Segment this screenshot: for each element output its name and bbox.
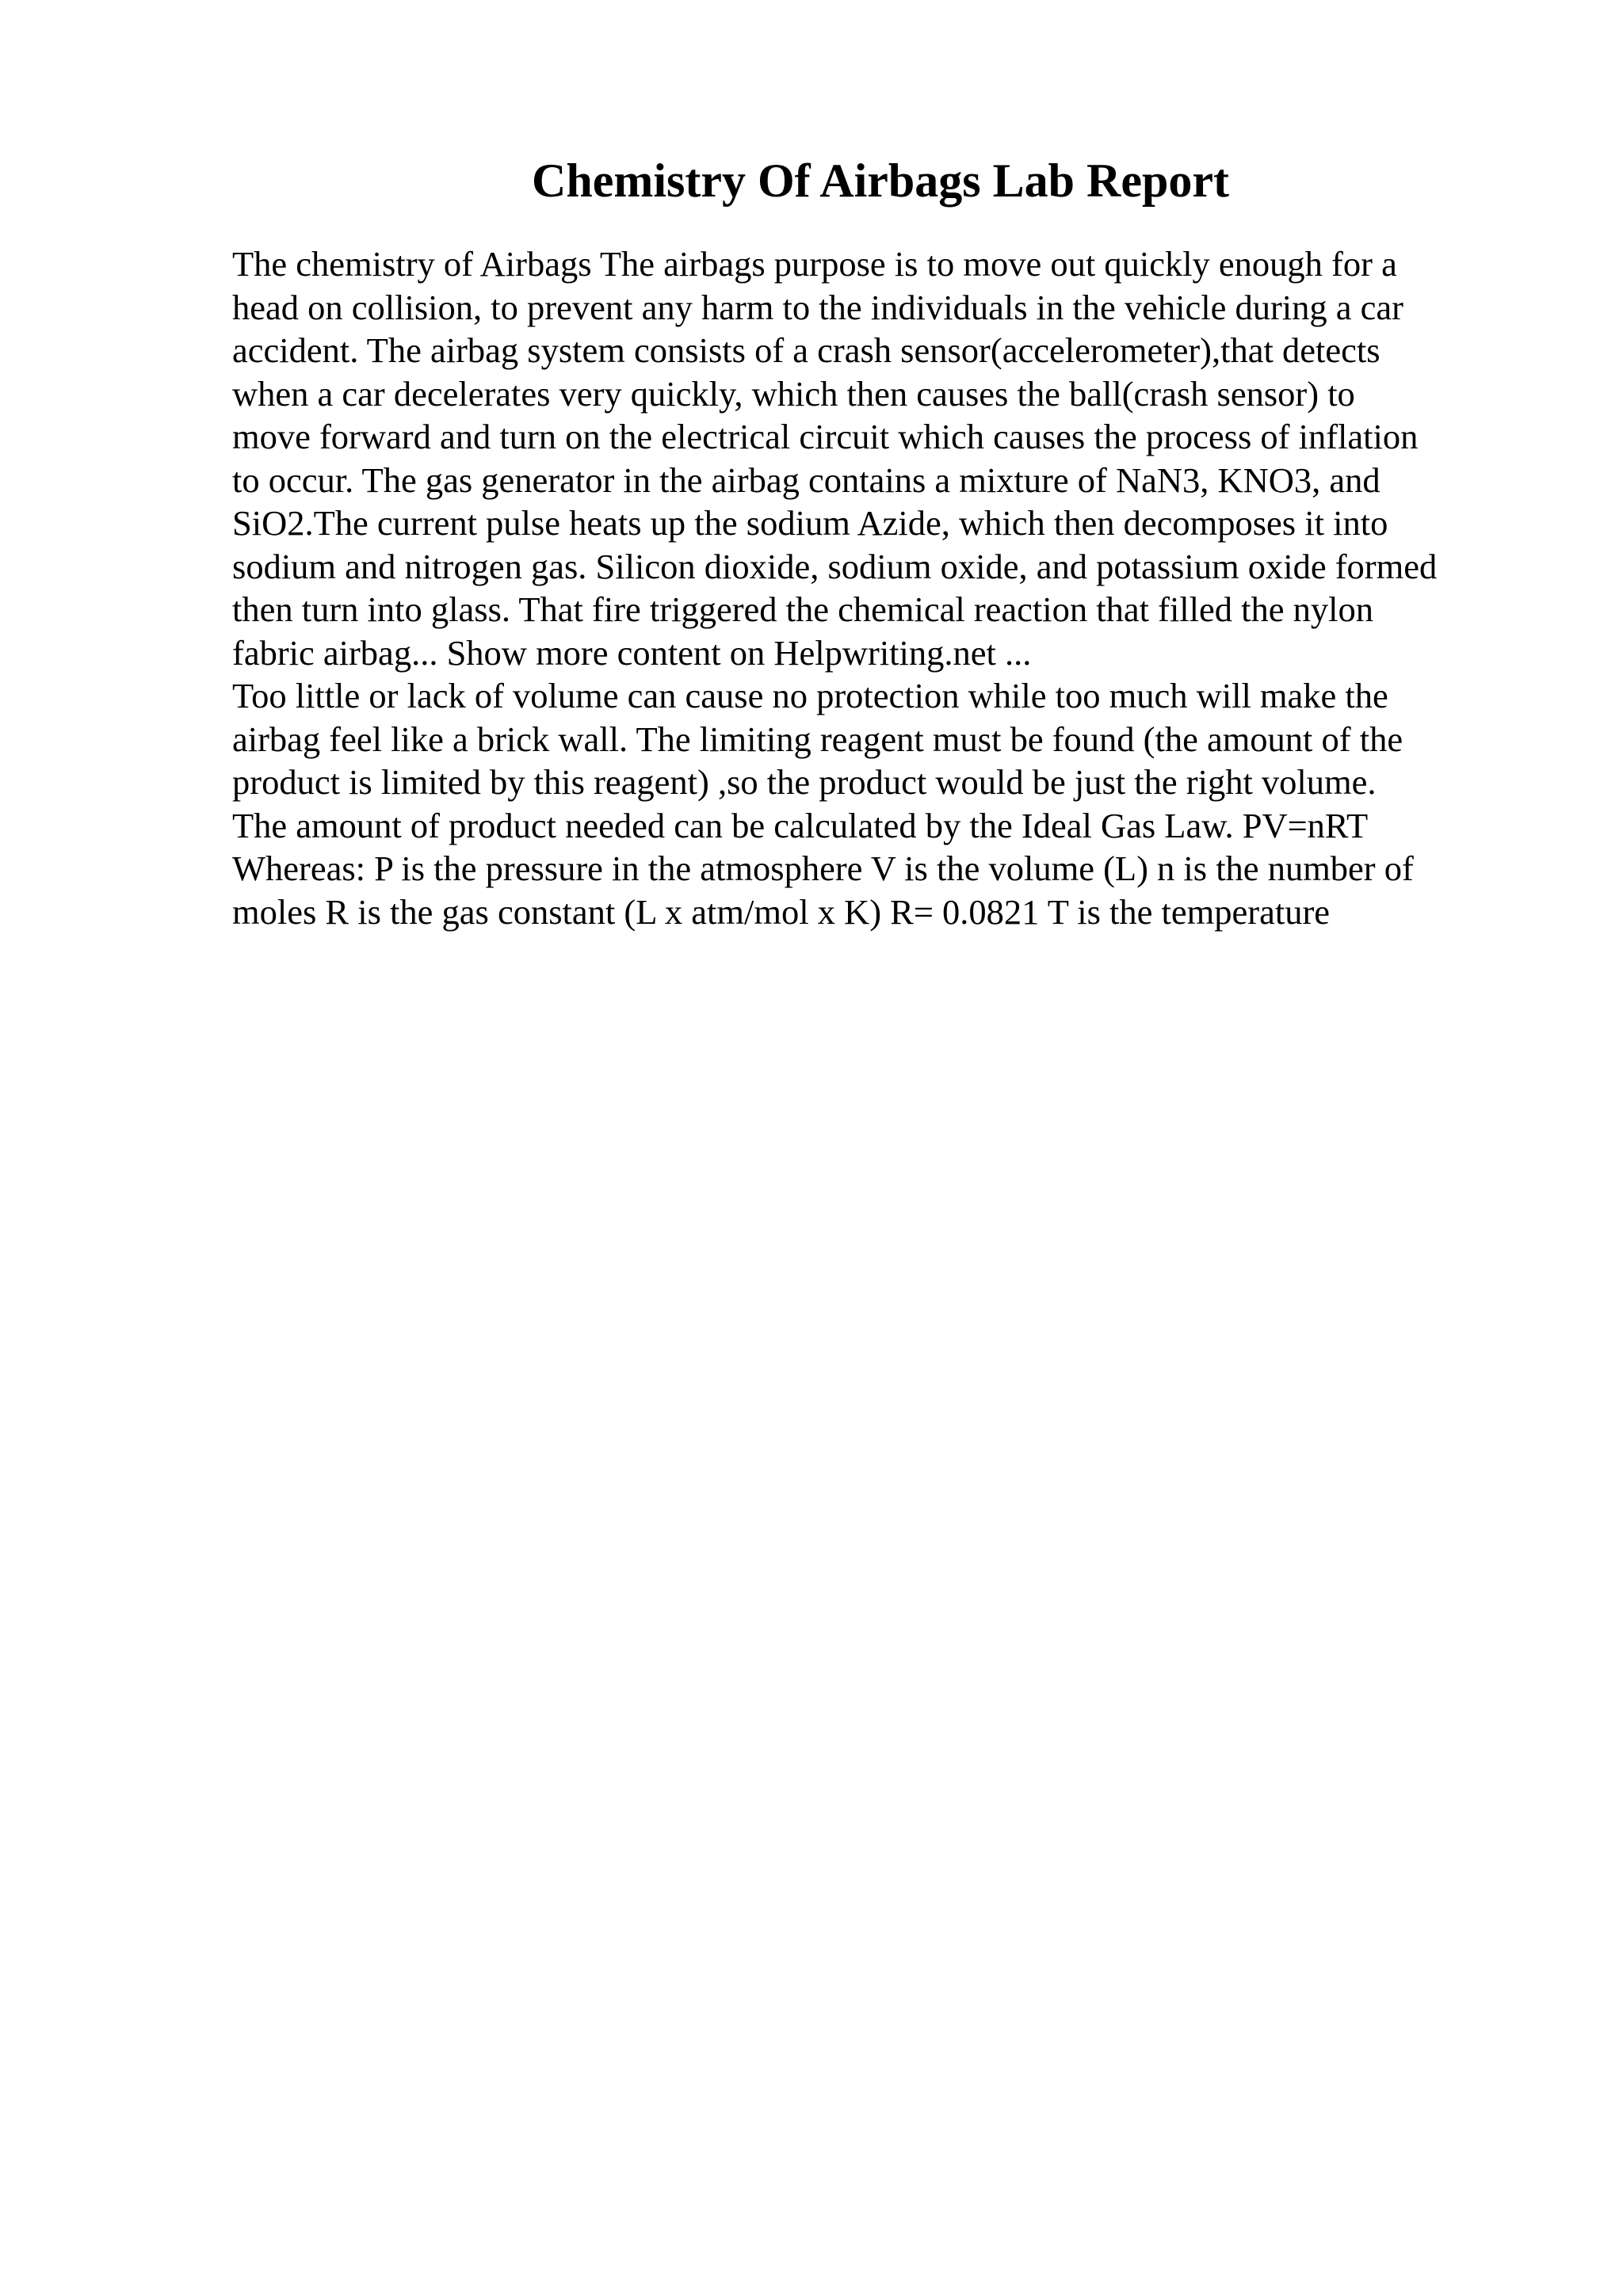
text-line: airbag feel like a brick wall. The limiting reagent must be found (the amount of the	[232, 719, 1403, 759]
text-line: The chemistry of Airbags The airbags purpose is to move out quickly enough for a	[232, 244, 1397, 284]
text-line: product is limited by this reagent) ,so the product would be just the right volume.	[232, 762, 1377, 802]
text-line: when a car decelerates very quickly, which then causes the ball(crash sensor) to	[232, 373, 1355, 414]
paragraph-1	[232, 242, 1579, 674]
text-line: fabric airbag... Show more content on Helpwriting.net ...	[232, 632, 1032, 673]
text-line: Whereas: P is the pressure in the atmosphere V is the volume (L) n is the number of	[232, 849, 1414, 888]
text-line: SiO2.The current pulse heats up the sodium Azide, which then decomposes it into	[232, 503, 1388, 543]
text-line: Too little or lack of volume can cause no protection while too much will make the	[232, 676, 1388, 715]
text-line: accident. The airbag system consists of a crash sensor(accelerometer),that detects	[232, 330, 1381, 370]
paragraph-2	[232, 674, 1579, 933]
text-line: head on collision, to prevent any harm to the individuals in the vehicle during a car	[232, 287, 1403, 327]
text-line: then turn into glass. That fire triggered the chemical reaction that filled the nylon	[232, 589, 1374, 629]
text-line: The amount of product needed can be calculated by the Ideal Gas Law. PV=nRT	[232, 805, 1369, 845]
text-line: to occur. The gas generator in the airbag contains a mixture of NaN3, KNO3, and	[232, 460, 1381, 500]
text-line: moles R is the gas constant (L x atm/mol x K) R= 0.0821 T is the temperature	[232, 891, 1331, 932]
document-body	[232, 242, 1579, 933]
document-title: Chemistry Of Airbags Lab Report	[532, 154, 1229, 207]
text-line: sodium and nitrogen gas. Silicon dioxide, sodium oxide, and potassium oxide formed	[232, 546, 1438, 586]
text-line: move forward and turn on the electrical circuit which causes the process of inflation	[232, 417, 1419, 456]
